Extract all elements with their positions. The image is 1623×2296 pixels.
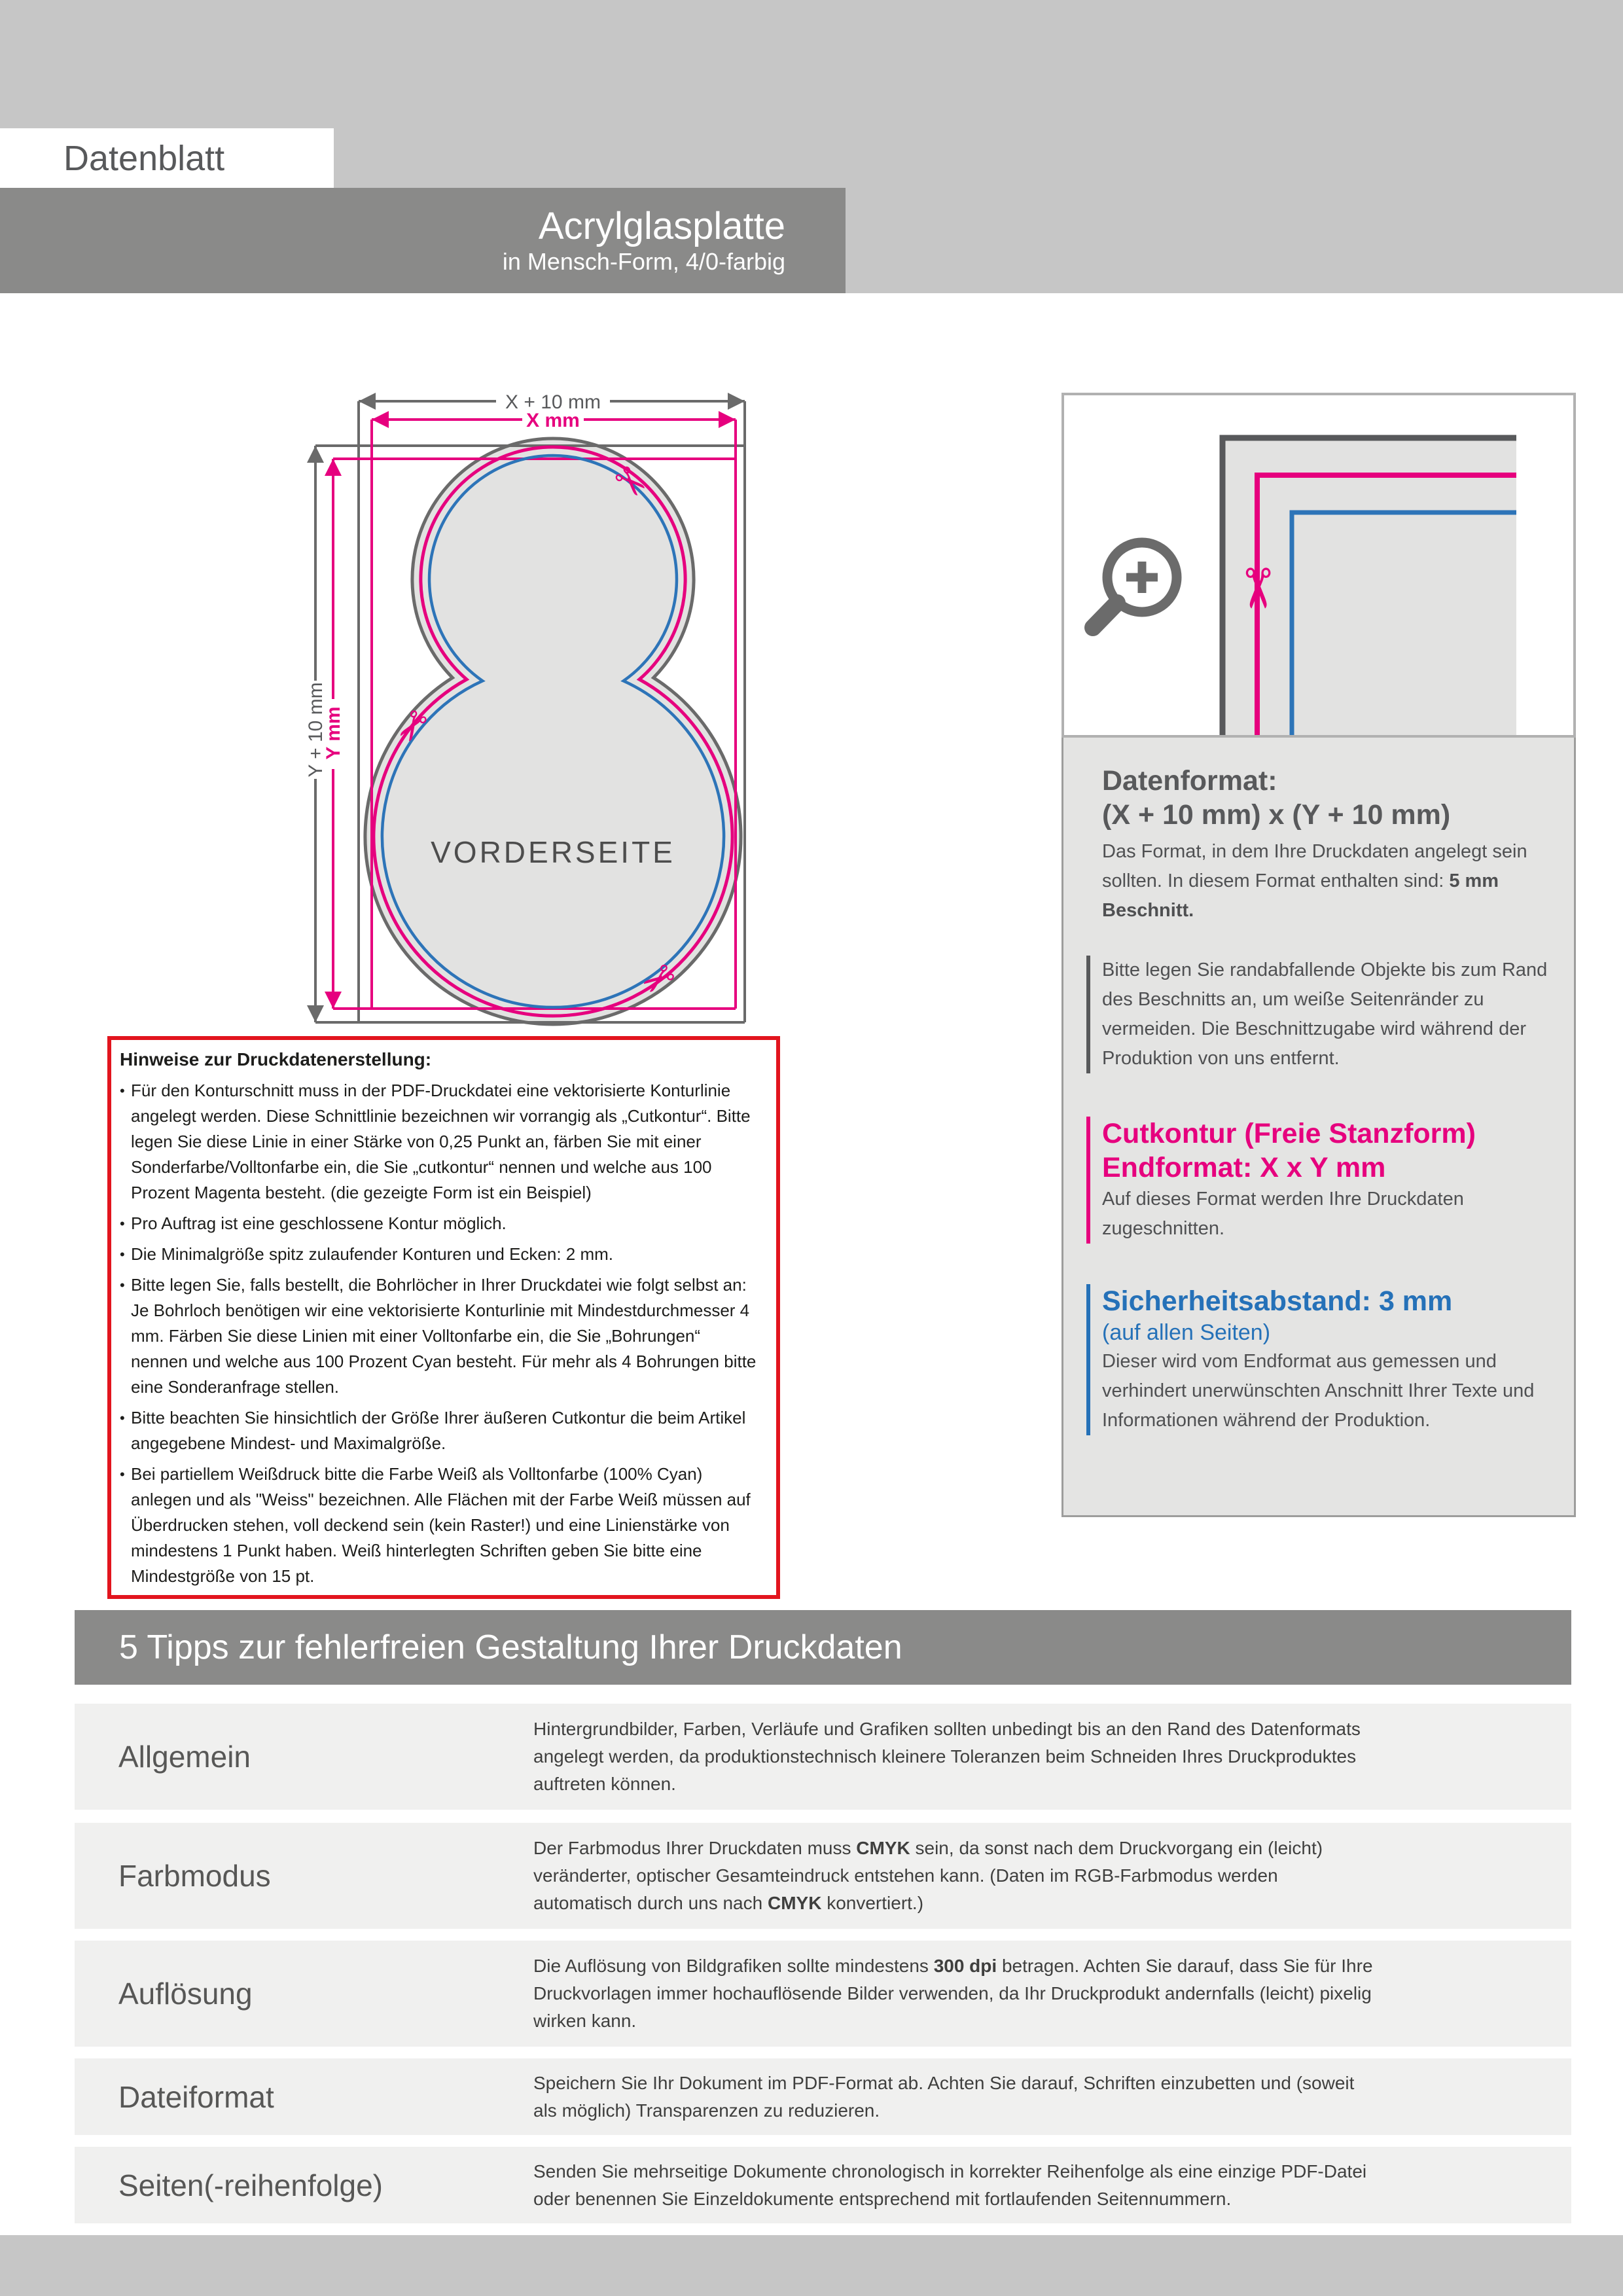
hints-box xyxy=(107,1036,780,1599)
dim-arrowhead xyxy=(728,393,745,410)
cutkontur-section xyxy=(1086,1117,1550,1244)
tip-row-label: Farbmodus xyxy=(118,1859,271,1893)
tip-row-label: Auflösung xyxy=(118,1977,253,2011)
dim-arrowhead xyxy=(359,393,376,410)
dim-height-inner-label: Y mm xyxy=(323,706,344,760)
dim-width-inner-label: X mm xyxy=(526,410,580,431)
product-title: Acrylglasplatte xyxy=(538,204,785,247)
tip-row-allgemein xyxy=(75,1704,1571,1810)
hints-title: Hinweise zur Druckdatenerstellung: xyxy=(120,1049,432,1069)
dim-height-outer-label: Y + 10 mm xyxy=(305,682,327,778)
zoom-detail-box xyxy=(1061,393,1576,738)
datenformat-formula: (X + 10 mm) x (Y + 10 mm) xyxy=(1102,799,1451,831)
tip-row-text: Speichern Sie Ihr Dokument im PDF-Format ab. Achten Sie darauf, Schriften einzubetten und (soweit als möglich) Transparenzen zu reduzieren. xyxy=(533,2072,1355,2121)
shape-diagram xyxy=(275,363,792,1034)
bleed-note: Bitte legen Sie randabfallende Objekte bis zum Rand des Beschnitts an, um weiße Seitenränder zu vermeiden. Die Beschnittzugabe wird während der Produktion von uns entfernt. xyxy=(1102,960,1548,1069)
tip-row-text: Der Farbmodus Ihrer Druckdaten muss CMYK sein, da sonst nach dem Druckvorgang ein (leicht) veränderter, optischer Gesamteindruck entstehen kann. (Daten im RGB-Farbmodus werden automatisch durch uns nach CMYK konvertiert.) xyxy=(533,1838,1323,1913)
product-subtitle: in Mensch-Form, 4/0-farbig xyxy=(502,247,785,275)
tips-header-band xyxy=(75,1610,1571,1685)
datenblatt-label: Datenblatt xyxy=(63,138,225,178)
hint-item: • Bitte legen Sie, falls bestellt, die Bohrlöcher in Ihrer Druckdatei wie folgt selbst an: Je Bohrloch benötigen wir eine vektorisierte Konturlinie mit Mindestdurchmesser 4 mm. Färben Sie diese Linien mit einer Volltonfarbe ein, die Sie „Bohrungen“ nennen und welche aus 100 Prozent Cyan besteht. Für mehr als 4 Bohrungen bitte eine Sonderanfrage stellen. xyxy=(120,1272,758,1400)
hint-item: • Pro Auftrag ist eine geschlossene Kontur möglich. xyxy=(120,1211,758,1236)
datenblatt-label-box xyxy=(0,128,334,188)
safety-title: Sicherheitsabstand: 3 mm xyxy=(1102,1285,1453,1317)
hint-item: • Die Minimalgröße spitz zulaufender Konturen und Ecken: 2 mm. xyxy=(120,1242,758,1267)
footer-band xyxy=(0,2235,1623,2296)
front-side-label: VORDERSEITE xyxy=(431,835,675,869)
tip-row-dateiformat xyxy=(75,2058,1571,2135)
scissors-icon: ✂ xyxy=(631,951,685,1006)
tip-row-label: Dateiformat xyxy=(118,2079,274,2114)
cutkontur-title: Cutkontur (Freie Stanzform) xyxy=(1102,1118,1476,1149)
safety-subtitle: (auf allen Seiten) xyxy=(1102,1320,1271,1345)
dim-width-outer-label: X + 10 mm xyxy=(505,391,601,413)
datenformat-title: Datenformat: xyxy=(1102,765,1277,797)
tip-row-aufloesung xyxy=(75,1941,1571,2047)
cutkontur-description: Auf dieses Format werden Ihre Druckdaten zugeschnitten. xyxy=(1102,1189,1464,1239)
cutkontur-subtitle: Endformat: X x Y mm xyxy=(1102,1152,1386,1183)
dim-arrowhead xyxy=(307,1005,324,1022)
hint-item: • Bitte beachten Sie hinsichtlich der Größe Ihrer äußeren Cutkontur die beim Artikel angegebene Mindest- und Maximalgröße. xyxy=(120,1405,758,1456)
tips-title: 5 Tipps zur fehlerfreien Gestaltung Ihrer Druckdaten xyxy=(119,1628,902,1666)
hint-item: • Für den Konturschnitt muss in der PDF-Druckdatei eine vektorisierte Konturlinie angelegt werden. Diese Schnittlinie bezeichnen wir vorrangig als „Cutkontur“. Bitte legen Sie diese Linie in einer Stärke von 0,25 Punkt an, färben Sie mit einer Sonderfarbe/Volltonfarbe ein, die Sie „cutkontur“ nennen und welche aus 100 Prozent Magenta besteht. (die gezeigte Form ist ein Beispiel) xyxy=(120,1078,758,1206)
tip-row-text: Hintergrundbilder, Farben, Verläufe und Grafiken sollten unbedingt bis an den Rand des Datenformats angelegt werden, da produktionstechnisch kleinere Toleranzen beim Schneiden Ihres Druckproduktes auftreten können. xyxy=(533,1719,1361,1794)
dim-arrowhead xyxy=(372,411,389,428)
hints-list xyxy=(120,1078,758,1589)
hint-item: • Bei partiellem Weißdruck bitte die Farbe Weiß als Volltonfarbe (100% Cyan) anlegen und als "Weiss" bezeichnen. Alle Flächen mit der Farbe Weiß müssen auf Überdrucken stehen, voll deckend sein (kein Raster!) und eine Linienstärke von mindestens 1 Punkt haben. Weiß hinterlegten Schriften geben Sie bitte eine Mindestgröße von 15 pt. xyxy=(120,1462,758,1589)
safety-description: Dieser wird vom Endformat aus gemessen und verhindert unerwünschten Anschnitt Ihrer Texte und Informationen während der Produktion. xyxy=(1102,1351,1535,1431)
scissors-icon: ✂ xyxy=(1225,565,1289,612)
dim-arrowhead xyxy=(307,446,324,463)
datenformat-description: Das Format, in dem Ihre Druckdaten angelegt sein sollten. In diesem Format enthalten sind: 5 mm Beschnitt. xyxy=(1102,841,1527,921)
dim-arrowhead xyxy=(325,992,342,1009)
dim-arrowhead xyxy=(325,459,342,476)
bleed-note-section xyxy=(1086,956,1550,1073)
tip-row-farbmodus xyxy=(75,1823,1571,1929)
safety-section xyxy=(1086,1284,1550,1435)
dim-arrowhead xyxy=(719,411,736,428)
product-title-band xyxy=(0,188,846,293)
scissors-icon: ✂ xyxy=(384,700,439,752)
format-info-panel xyxy=(1061,738,1576,1517)
magnifier-icon xyxy=(1093,543,1177,628)
tip-row-text: Senden Sie mehrseitige Dokumente chronologisch in korrekter Reihenfolge als eine einzige PDF-Datei oder benennen Sie Einzeldokumente entsprechend mit fortlaufenden Seitennummern. xyxy=(533,2161,1367,2209)
scissors-icon: ✂ xyxy=(603,455,658,510)
tip-row-label: Seiten(-reihenfolge) xyxy=(118,2168,383,2202)
tip-row-seitenreihenfolge xyxy=(75,2147,1571,2223)
tip-row-label: Allgemein xyxy=(118,1740,251,1774)
tip-row-text: Die Auflösung von Bildgrafiken sollte mindestens 300 dpi betragen. Achten Sie darauf, dass Sie für Ihre Druckvorlagen immer hochauflösende Bilder verwenden, da Ihr Druckprodukt andernfalls (leicht) pixelig wirken kann. xyxy=(533,1956,1373,2031)
